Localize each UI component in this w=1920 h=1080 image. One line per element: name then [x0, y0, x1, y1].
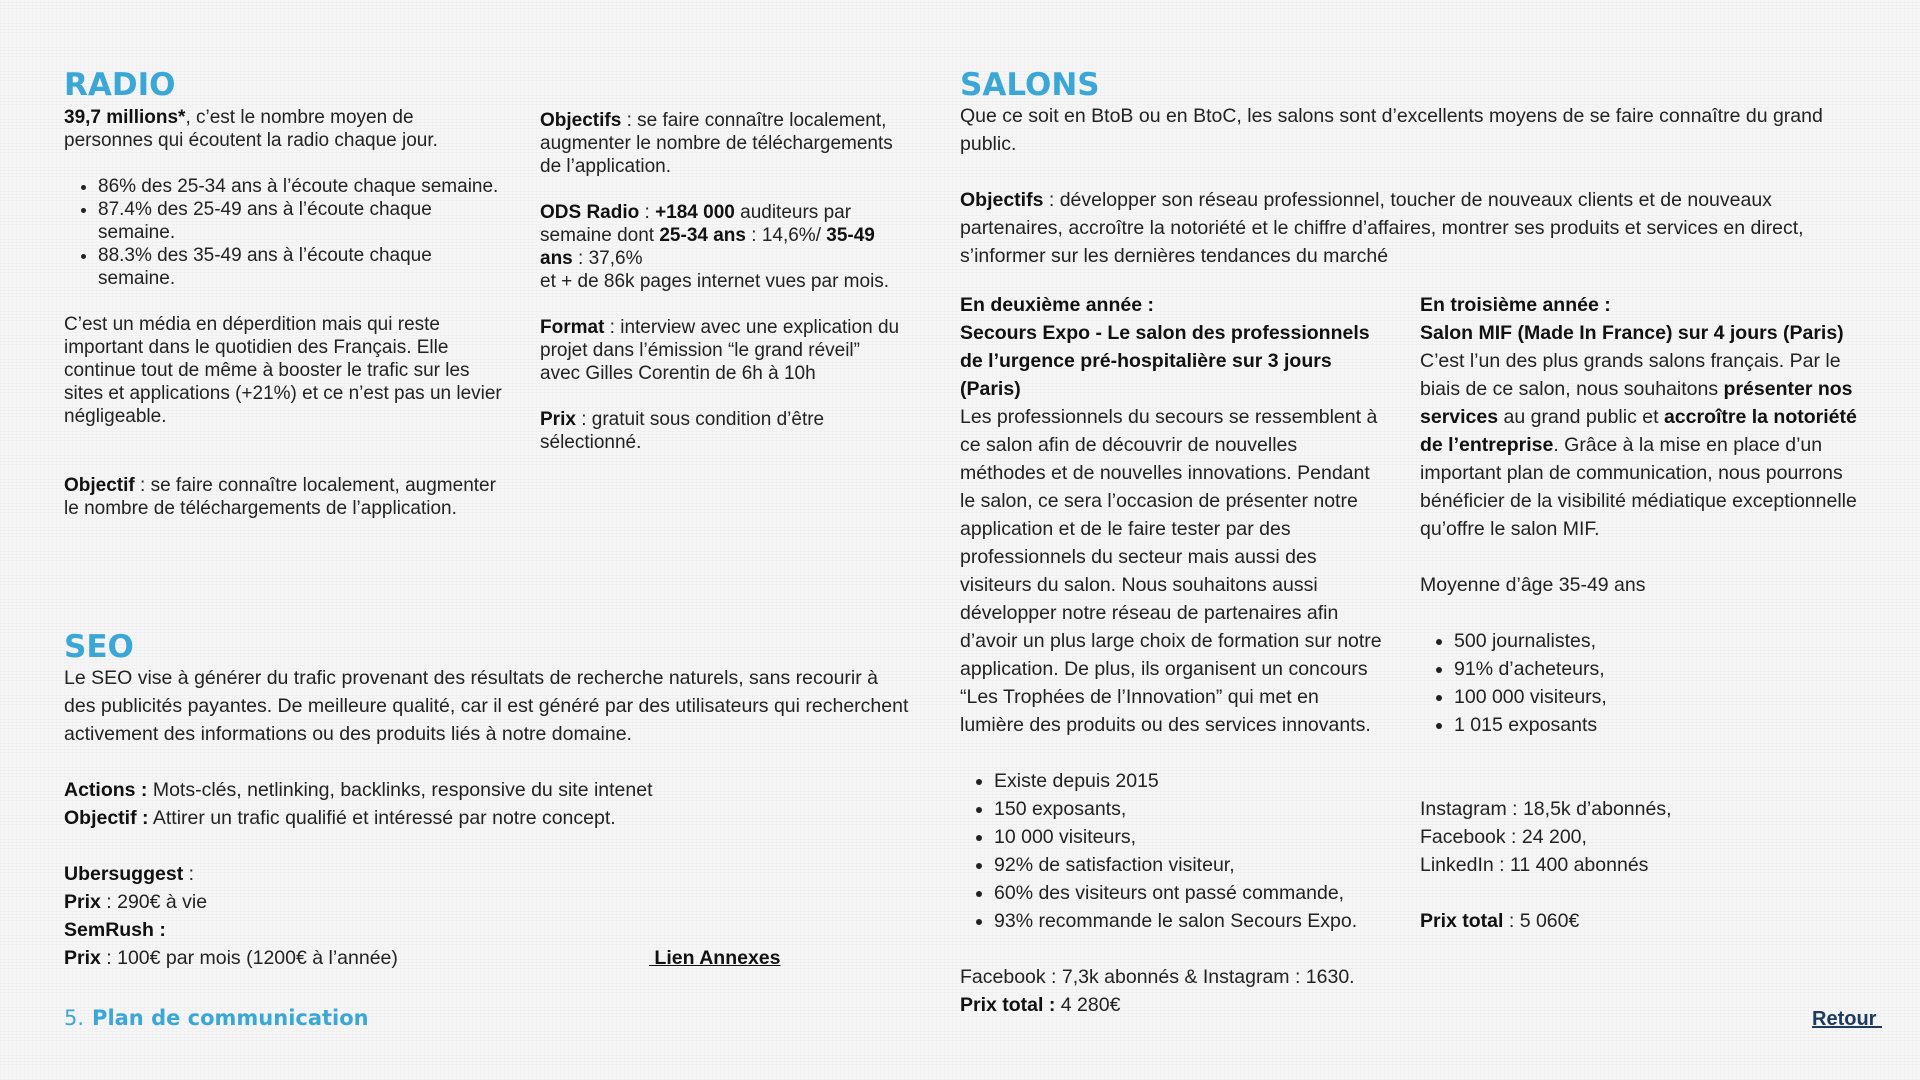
year3-instagram: Instagram : 18,5k d’abonnés, [1420, 798, 1672, 820]
salons-title: SALONS [960, 67, 1100, 103]
year2-heading: En deuxième année : [960, 294, 1154, 316]
seo-section [64, 630, 914, 972]
radio-column-left [64, 68, 504, 520]
radio-ods-pages: et + de 86k pages internet vues par mois. [540, 271, 890, 292]
list-item: • 10 000 visiteurs, [994, 823, 1385, 851]
section-title: Plan de communication [92, 1006, 369, 1030]
list-item: • 500 journalistes, [1454, 627, 1860, 655]
year2-stats-list [960, 767, 1385, 935]
radio-intro: 39,7 millions*, c’est le nombre moyen de personnes qui écoutent la radio chaque jour. [64, 107, 438, 152]
year3-linkedin: LinkedIn : 11 400 abonnés [1420, 854, 1649, 876]
section-number: 5. [64, 1006, 85, 1030]
seo-objectif: Objectif : Attirer un trafic qualifié et intéressé par notre concept. [64, 807, 616, 830]
list-item: • 150 exposants, [994, 795, 1385, 823]
radio-ods: ODS Radio : +184 000 auditeurs par semaine dont 25-34 ans : 14,6%/ 35-49 ans : 37,6% [540, 202, 875, 269]
radio-column-right [540, 109, 900, 454]
seo-intro: Le SEO vise à générer du trafic provenant des résultats de recherche naturels, sans recourir à des publicités payantes. De meilleure qualité, car il est généré par des utilisateurs qui recherchent activement des informations ou des produits liés à notre domaine. [64, 667, 909, 746]
list-item: • Existe depuis 2015 [994, 767, 1385, 795]
radio-title: RADIO [64, 67, 176, 103]
year3-facebook: Facebook : 24 200, [1420, 826, 1587, 848]
salons-intro: Que ce soit en BtoB ou en BtoC, les salons sont d’excellents moyens de se faire connaître du grand public. [960, 105, 1823, 156]
salons-objectifs: Objectifs : développer son réseau professionnel, toucher de nouveaux clients et de nouveaux partenaires, accroître la notoriété et le chiffre d’affaires, montrer ses produits et services en direct, s’informer sur les dernières tendances du marché [960, 189, 1804, 268]
list-item: • 92% de satisfaction visiteur, [994, 851, 1385, 879]
year3-total: Prix total : 5 060€ [1420, 910, 1580, 932]
list-item: • 60% des visiteurs ont passé commande, [994, 879, 1385, 907]
year3-desc: C’est l’un des plus grands salons français. Par le biais de ce salon, nous souhaitons présenter nos services au grand public et accroître la notoriété de l’entreprise. Grâce à la mise en place d’un important plan de communication, nous pourrons bénéficier de la visibilité médiatique exceptionnelle qu’offre le salon MIF. [1420, 350, 1857, 540]
salons-section [960, 68, 1860, 270]
radio-media-text: C’est un média en déperdition mais qui reste important dans le quotidien des Français. Elle continue tout de même à booster le trafic sur les sites et applications (+21%) et ce n’est pas un levier négligeable. [64, 314, 502, 428]
year3-age: Moyenne d’âge 35-49 ans [1420, 574, 1646, 596]
list-item: • 1 015 exposants [1454, 711, 1860, 739]
salons-year3 [1420, 291, 1860, 935]
seo-actions: Actions : Mots-clés, netlinking, backlinks, responsive du site intenet [64, 779, 653, 802]
list-item: • 100 000 visiteurs, [1454, 683, 1860, 711]
radio-stats-list [64, 175, 504, 290]
year2-social: Facebook : 7,3k abonnés & Instagram : 1630. [960, 966, 1355, 988]
radio-format: Format : interview avec une explication du projet dans l’émission “le grand réveil” avec Gilles Corentin de 6h à 10h [540, 317, 900, 384]
salons-year2 [960, 291, 1385, 1019]
list-item: • 86% des 25-34 ans à l’écoute chaque semaine. [98, 175, 504, 198]
seo-semrush: SemRush : [64, 919, 166, 942]
seo-title: SEO [64, 629, 134, 665]
radio-prix: Prix : gratuit sous condition d’être sélectionné. [540, 409, 825, 453]
footer-section-label [64, 1006, 369, 1030]
list-item: • 88.3% des 35-49 ans à l’écoute chaque semaine. [98, 244, 504, 290]
year2-desc: Les professionnels du secours se ressemblent à ce salon afin de découvrir de nouvelles méthodes et de nouvelles innovations. Pendant le salon, ce sera l’occasion de présenter notre application et de le faire tester par des professionnels du secteur mais aussi des visiteurs du salon. Nous souhaitons aussi développer notre réseau de partenaires afin d’avoir un plus large choix de formation sur notre application. De plus, ils organisent un concours “Les Trophées de l’Innovation” qui met en lumière des produits ou des services innovants. [960, 406, 1382, 736]
seo-ubersuggest: Ubersuggest : [64, 863, 195, 886]
seo-prix-semrush: Prix : 100€ par mois (1200€ à l’année) Lien Annexes [64, 944, 914, 972]
list-item: • 87.4% des 25-49 ans à l’écoute chaque semaine. [98, 198, 504, 244]
annexes-link[interactable]: Lien Annexes [649, 947, 781, 970]
list-item: • 93% recommande le salon Secours Expo. [994, 907, 1385, 935]
back-link[interactable]: Retour [1812, 1008, 1882, 1030]
year3-stats-list [1420, 627, 1860, 739]
year3-heading: En troisième année : [1420, 294, 1611, 316]
year2-total: Prix total : 4 280€ [960, 994, 1121, 1016]
radio-objectifs: Objectifs : se faire connaître localement, augmenter le nombre de téléchargements de l’application. [540, 110, 893, 177]
year2-salon: Secours Expo - Le salon des professionnels de l’urgence pré-hospitalière sur 3 jours (Paris) [960, 322, 1370, 400]
year3-salon: Salon MIF (Made In France) sur 4 jours (Paris) [1420, 322, 1844, 344]
radio-objectif: Objectif : se faire connaître localement, augmenter le nombre de téléchargements de l’application. [64, 475, 496, 520]
list-item: • 91% d’acheteurs, [1454, 655, 1860, 683]
seo-prix-ubersuggest: Prix : 290€ à vie [64, 891, 208, 914]
